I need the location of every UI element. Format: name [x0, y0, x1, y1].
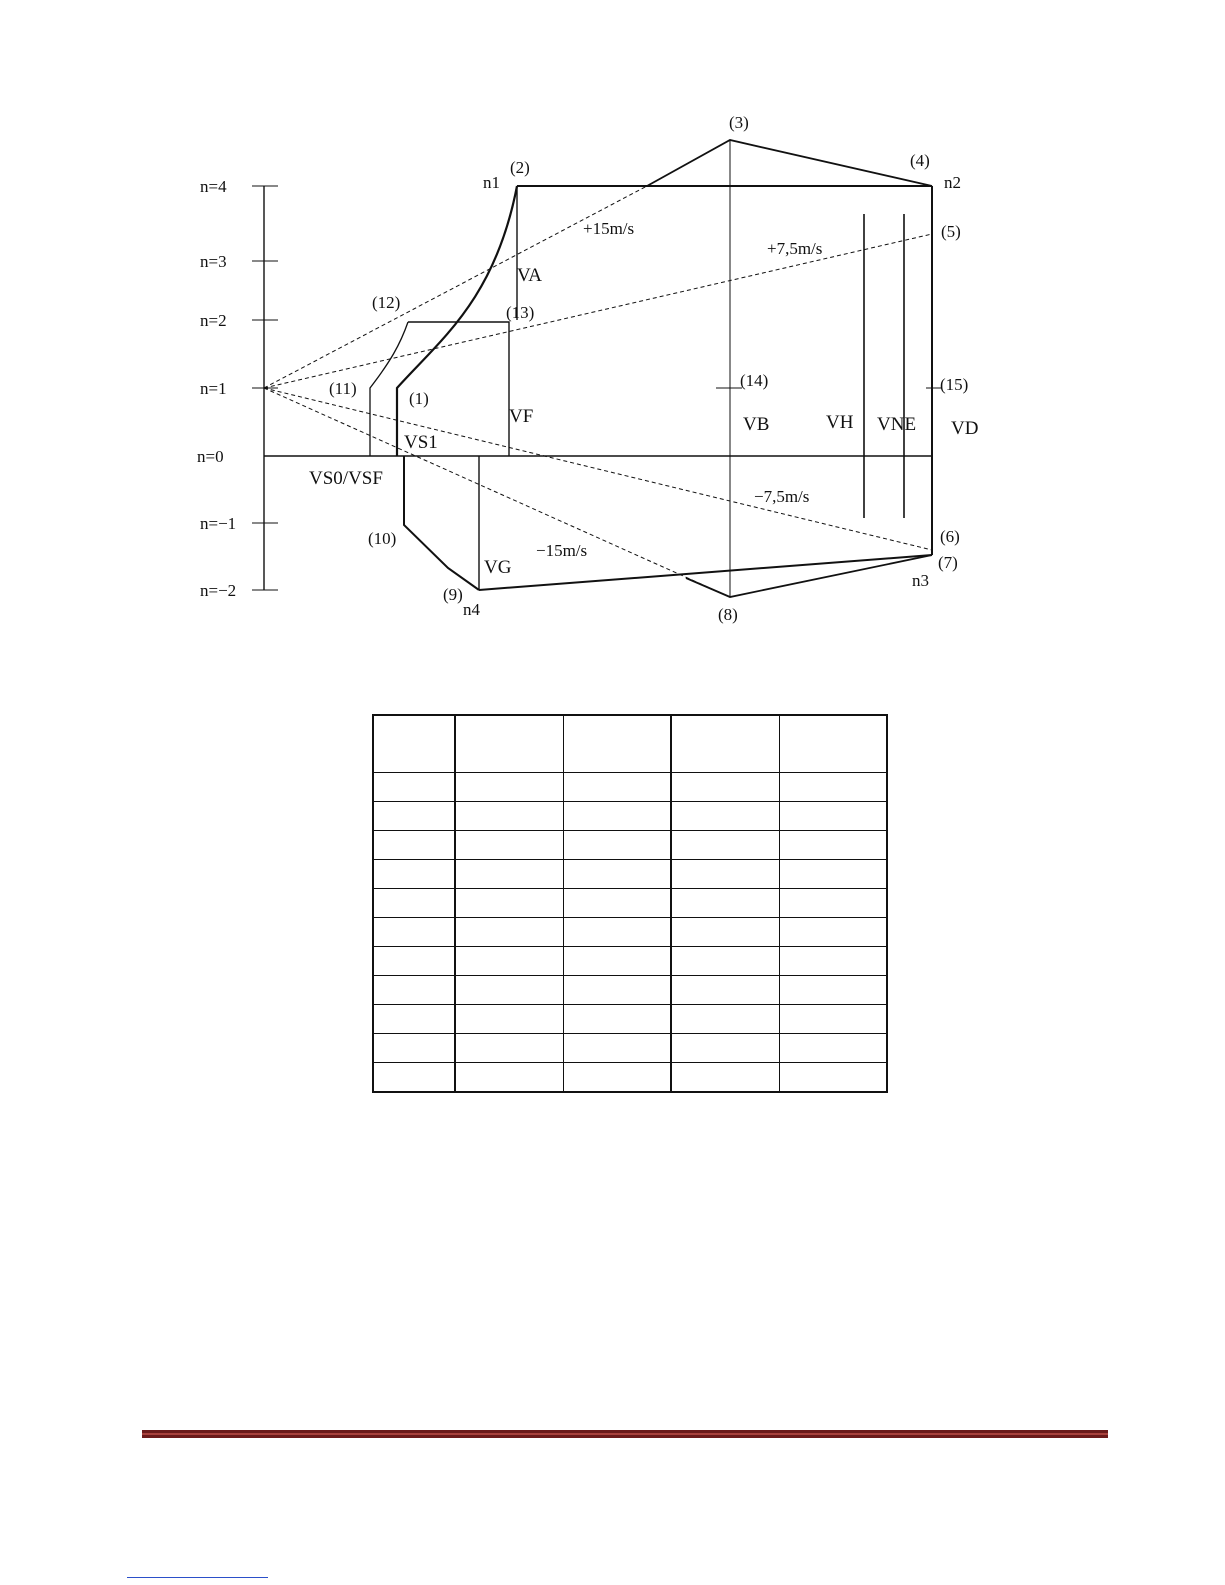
point-label-9: (9) — [443, 585, 463, 604]
table-row — [373, 860, 887, 889]
point-label-5: (5) — [941, 222, 961, 241]
corner-label-n1: n1 — [483, 173, 500, 192]
table-cell — [564, 918, 672, 947]
table-cell — [671, 918, 780, 947]
table-row — [373, 918, 887, 947]
table-row — [373, 773, 887, 802]
table-cell — [455, 773, 564, 802]
table-cell — [564, 773, 672, 802]
axis-label-n0: n=0 — [197, 447, 224, 466]
table-cell — [455, 1034, 564, 1063]
table-row — [373, 802, 887, 831]
footer-rule — [142, 1430, 1108, 1438]
table-cell — [780, 1034, 888, 1063]
table-cell — [373, 1063, 455, 1093]
gust-line-plus15 — [264, 186, 647, 388]
table-cell — [455, 947, 564, 976]
table-row — [373, 947, 887, 976]
table-cell — [780, 860, 888, 889]
table-cell — [373, 802, 455, 831]
gust-line-plus7-5 — [264, 234, 932, 388]
point-label-13: (13) — [506, 303, 535, 322]
table-cell — [564, 1063, 672, 1093]
axis-label-n3: n=3 — [200, 252, 227, 271]
table-cell — [780, 889, 888, 918]
table-cell — [671, 976, 780, 1005]
table-cell — [373, 947, 455, 976]
table-cell — [373, 860, 455, 889]
point-label-8: (8) — [718, 605, 738, 624]
table-cell — [455, 976, 564, 1005]
table-cell — [564, 947, 672, 976]
table-row — [373, 976, 887, 1005]
table-cell — [455, 831, 564, 860]
v-n-flight-envelope-diagram — [0, 0, 1225, 640]
stall-curve-clean — [397, 186, 517, 456]
axis-label-n-1: n=−1 — [200, 514, 237, 533]
stall-curve-flaps — [370, 322, 408, 456]
speed-label-va: VA — [517, 265, 542, 286]
axis-label-n2: n=2 — [200, 311, 227, 330]
table-cell — [373, 1034, 455, 1063]
point-label-1: (1) — [409, 389, 429, 408]
negative-stall-line — [404, 456, 479, 590]
speed-label-vs1: VS1 — [404, 432, 438, 453]
gust-label-plus7-5: +7,5m/s — [767, 239, 823, 258]
corner-label-n4: n4 — [463, 600, 480, 619]
gust-label-minus15: −15m/s — [536, 541, 588, 560]
point-label-4: (4) — [910, 151, 930, 170]
gust-label-minus7-5: −7,5m/s — [754, 487, 810, 506]
point-label-15: (15) — [940, 375, 969, 394]
manoeuvre-negative-line — [479, 555, 932, 590]
speed-label-vne: VNE — [877, 414, 917, 435]
axis-label-n-2: n=−2 — [200, 581, 237, 600]
gust-envelope-lower — [686, 555, 932, 597]
axis-label-n1: n=1 — [200, 379, 227, 398]
table-cell — [564, 715, 672, 773]
table-cell — [671, 947, 780, 976]
table-cell — [373, 1005, 455, 1034]
table-cell — [671, 1034, 780, 1063]
corner-label-n2: n2 — [944, 173, 961, 192]
table-cell — [564, 1034, 672, 1063]
table-cell — [455, 802, 564, 831]
table-cell — [671, 831, 780, 860]
table-cell — [564, 976, 672, 1005]
table-cell — [671, 715, 780, 773]
table-cell — [564, 802, 672, 831]
point-label-6: (6) — [940, 527, 960, 546]
table-cell — [780, 773, 888, 802]
table-cell — [671, 773, 780, 802]
table-row — [373, 1063, 887, 1093]
blank-data-table — [372, 714, 888, 1093]
gust-envelope-upper — [647, 140, 932, 186]
table-cell — [780, 947, 888, 976]
gust-label-plus15: +15m/s — [583, 219, 635, 238]
table-cell — [671, 802, 780, 831]
table-cell — [780, 976, 888, 1005]
point-label-11: (11) — [329, 379, 357, 398]
table-cell — [455, 715, 564, 773]
speed-label-vh: VH — [826, 412, 854, 433]
table-cell — [564, 860, 672, 889]
point-label-3: (3) — [729, 113, 749, 132]
table-row — [373, 831, 887, 860]
table-cell — [780, 802, 888, 831]
table-cell — [455, 918, 564, 947]
table-cell — [780, 715, 888, 773]
speed-label-vg: VG — [484, 557, 512, 578]
corner-label-n3: n3 — [912, 571, 929, 590]
speed-label-vd: VD — [951, 418, 979, 439]
table-cell — [780, 831, 888, 860]
point-label-10: (10) — [368, 529, 397, 548]
table-row — [373, 1005, 887, 1034]
table-cell — [564, 889, 672, 918]
table-cell — [455, 889, 564, 918]
table-cell — [373, 831, 455, 860]
speed-label-vb: VB — [743, 414, 770, 435]
axis-label-n4: n=4 — [200, 177, 227, 196]
table-cell — [373, 889, 455, 918]
table-row — [373, 715, 887, 773]
footnote-rule — [127, 1577, 268, 1578]
table-cell — [373, 918, 455, 947]
table-cell — [780, 1063, 888, 1093]
table-cell — [671, 889, 780, 918]
table-cell — [373, 773, 455, 802]
table-cell — [780, 1005, 888, 1034]
table-cell — [671, 1063, 780, 1093]
table-cell — [455, 1063, 564, 1093]
point-label-14: (14) — [740, 371, 769, 390]
table-cell — [564, 831, 672, 860]
table-cell — [671, 860, 780, 889]
point-label-12: (12) — [372, 293, 401, 312]
speed-label-vs0-vsf: VS0/VSF — [309, 468, 383, 489]
table-cell — [780, 918, 888, 947]
table-cell — [564, 1005, 672, 1034]
table-cell — [373, 715, 455, 773]
table-cell — [373, 976, 455, 1005]
point-label-2: (2) — [510, 158, 530, 177]
point-label-7: (7) — [938, 553, 958, 572]
table-cell — [455, 1005, 564, 1034]
table-row — [373, 889, 887, 918]
table-cell — [455, 860, 564, 889]
speed-label-vf: VF — [509, 406, 534, 427]
table-row — [373, 1034, 887, 1063]
table-cell — [671, 1005, 780, 1034]
